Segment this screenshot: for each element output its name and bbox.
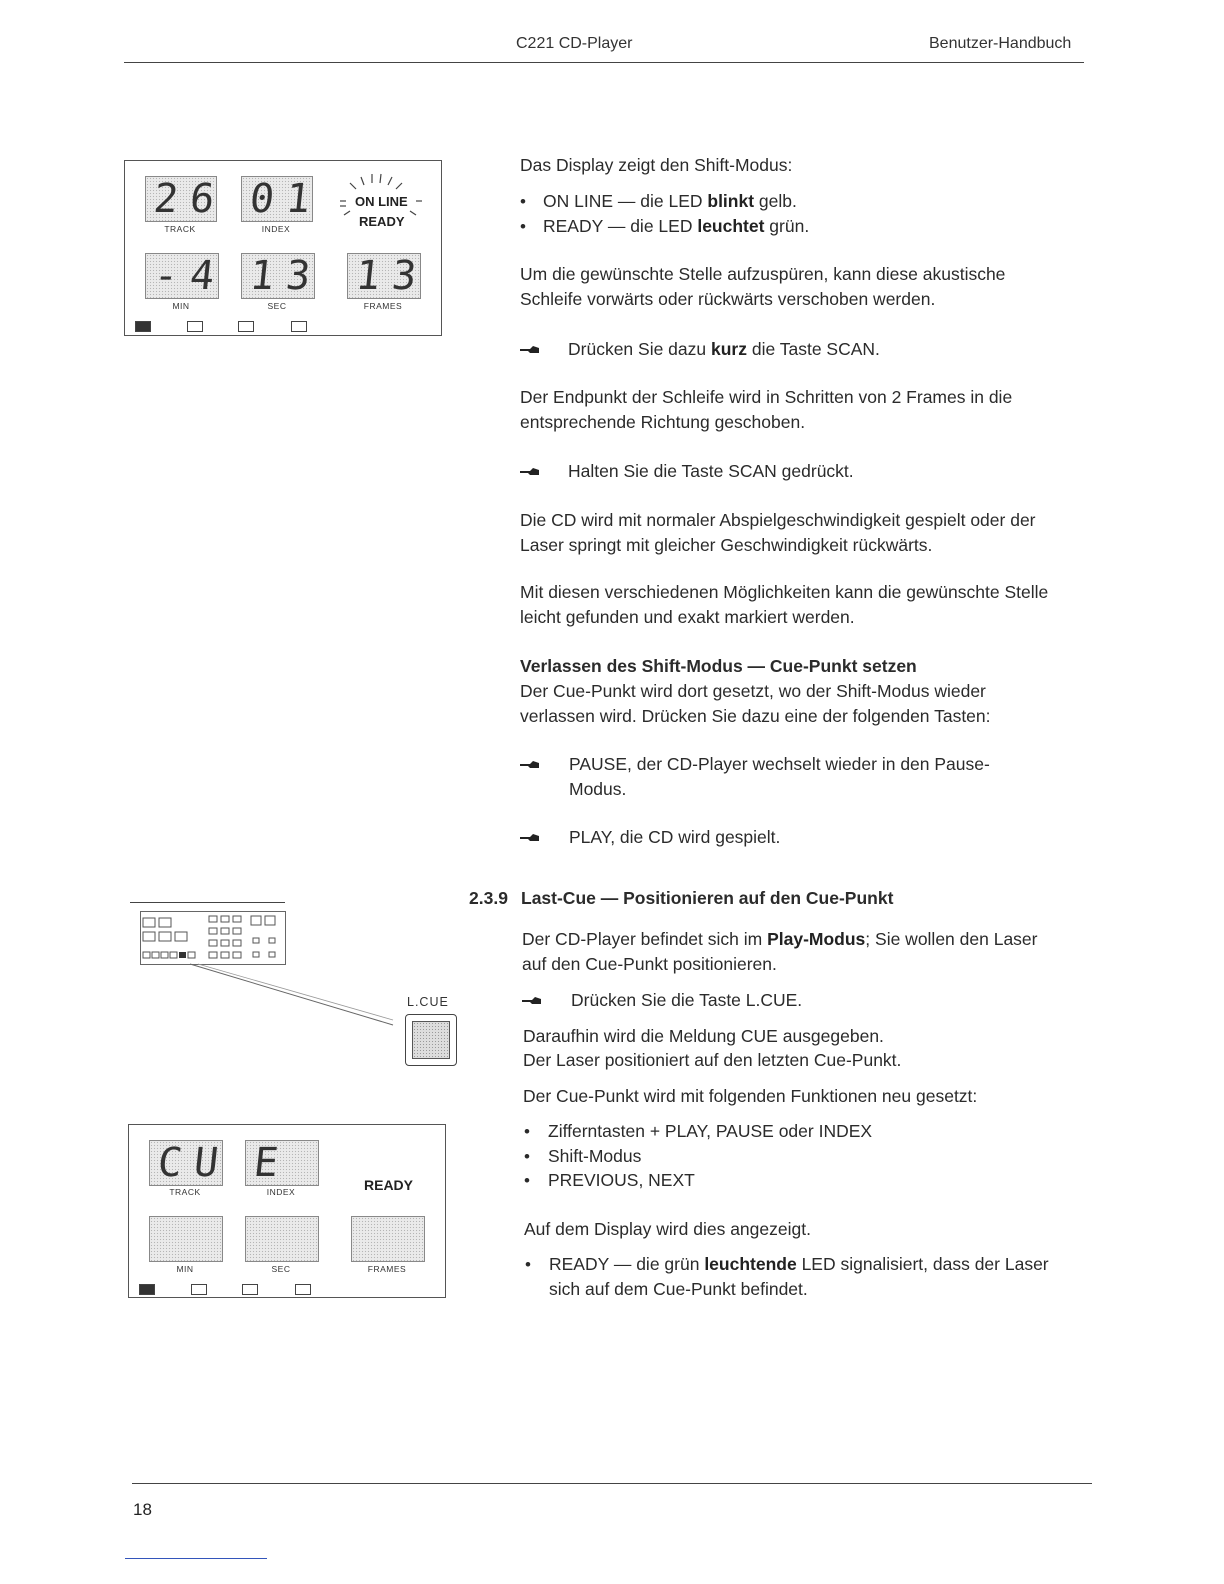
led-indicator	[139, 1284, 155, 1295]
index-label: INDEX	[261, 224, 291, 234]
footer-rule	[132, 1483, 1092, 1484]
paragraph: Um die gewünschte Stelle aufzuspüren, kann diese akustische Schleife vorwärts oder rückwärts verschoben werden.	[520, 264, 1006, 309]
led-indicator	[242, 1284, 258, 1295]
bullet-ready: READY — die LED leuchtet grün.	[543, 216, 810, 236]
bullet-dot: •	[520, 217, 526, 236]
display-shift-mode	[124, 160, 442, 336]
bullet-dot: •	[524, 1122, 530, 1141]
ready-indicator: READY	[364, 1177, 414, 1193]
frames-segment	[351, 1216, 425, 1262]
pointing-hand-icon	[522, 996, 542, 1006]
index-label: INDEX	[266, 1187, 296, 1197]
paragraph: Die CD wird mit normaler Abspielgeschwindigkeit gespielt oder der Laser springt mit gleicher Geschwindigkeit rückwärts.	[520, 510, 1036, 555]
paragraph: Auf dem Display wird dies angezeigt.	[524, 1219, 811, 1239]
lcue-button	[405, 1014, 457, 1066]
sec-label: SEC	[271, 1264, 291, 1274]
pointing-hand-icon	[520, 833, 540, 843]
lcue-label: L.CUE	[407, 995, 449, 1009]
frames-label: FRAMES	[367, 1264, 407, 1274]
pointing-hand-icon	[520, 345, 540, 355]
led-indicator	[191, 1284, 207, 1295]
bullet-item: Zifferntasten + PLAY, PAUSE oder INDEX	[548, 1121, 873, 1141]
instruction-step: Drücken Sie die Taste L.CUE.	[571, 990, 803, 1010]
min-segment	[145, 253, 229, 299]
track-segment	[145, 176, 229, 222]
pointing-hand-icon	[520, 760, 540, 770]
instruction-step: Halten Sie die Taste SCAN gedrückt.	[568, 461, 854, 481]
track-digits: 26	[151, 176, 229, 222]
bullet-dot: •	[524, 1147, 530, 1166]
instruction-step: PLAY, die CD wird gespielt.	[569, 827, 781, 847]
bullet-dot: •	[520, 192, 526, 211]
subheading: Verlassen des Shift-Modus — Cue-Punkt setzen	[520, 656, 917, 676]
led-indicator	[291, 321, 307, 332]
bullet-item: Shift-Modus	[548, 1146, 642, 1166]
led-indicator	[295, 1284, 311, 1295]
sec-segment	[241, 253, 325, 299]
sec-segment	[245, 1216, 319, 1262]
track-label: TRACK	[164, 224, 196, 234]
min-label: MIN	[172, 301, 190, 311]
header-rule	[124, 62, 1084, 63]
online-indicator: ON LINE	[355, 194, 408, 209]
paragraph-line: Daraufhin wird die Meldung CUE ausgegeben.	[523, 1026, 884, 1046]
instruction-step: PAUSE, der CD-Player wechselt wieder in den Pause-Modus.	[569, 754, 990, 799]
display-cue	[128, 1124, 446, 1298]
track-label: TRACK	[169, 1187, 201, 1197]
paragraph-line: Der Laser positioniert auf den letzten Cue-Punkt.	[523, 1050, 902, 1070]
paragraph: Der CD-Player befindet sich im Play-Modus; Sie wollen den Laser auf den Cue-Punkt positionieren.	[522, 929, 1038, 974]
index-digits: 01	[247, 176, 325, 222]
instruction-step: Drücken Sie dazu kurz die Taste SCAN.	[568, 339, 880, 359]
index-segment	[245, 1140, 319, 1186]
track-digits: CU	[155, 1140, 233, 1186]
paragraph: Der Cue-Punkt wird dort gesetzt, wo der Shift-Modus wieder verlassen wird. Drücken Sie dazu eine der folgenden Tasten:	[520, 681, 991, 726]
track-segment	[149, 1140, 233, 1186]
index-segment	[241, 176, 325, 222]
scan-edge-line	[125, 1558, 267, 1559]
pointing-hand-icon	[520, 467, 540, 477]
frames-digits: 13	[353, 253, 431, 299]
callout-lines	[190, 962, 400, 1032]
paragraph: Der Cue-Punkt wird mit folgenden Funktionen neu gesetzt:	[523, 1086, 978, 1106]
led-indicator	[187, 321, 203, 332]
ready-indicator: READY	[359, 214, 405, 229]
header-title: C221 CD-Player	[516, 35, 633, 52]
bullet-dot: •	[525, 1255, 531, 1274]
bullet-dot: •	[524, 1171, 530, 1190]
led-indicator	[238, 321, 254, 332]
intro-text: Das Display zeigt den Shift-Modus:	[520, 155, 793, 175]
bullet-online: ON LINE — die LED blinkt gelb.	[543, 191, 797, 211]
frames-segment	[347, 253, 431, 299]
led-indicator	[135, 321, 151, 332]
header-manual-title: Benutzer-Handbuch	[929, 35, 1072, 52]
bullet-item: PREVIOUS, NEXT	[548, 1170, 695, 1190]
page-number: 18	[133, 1500, 152, 1519]
figure-rule	[130, 902, 285, 903]
section-title: Last-Cue — Positionieren auf den Cue-Punkt	[521, 888, 894, 908]
min-label: MIN	[176, 1264, 194, 1274]
sec-digits: 13	[247, 253, 325, 299]
bullet-ready-led: READY — die grün leuchtende LED signalisiert, dass der Laser sich auf dem Cue-Punkt befindet.	[549, 1254, 1049, 1299]
paragraph: Der Endpunkt der Schleife wird in Schritten von 2 Frames in die entsprechende Richtung geschoben.	[520, 387, 1013, 432]
min-digits: -4	[151, 253, 229, 299]
control-panel-sketch	[140, 911, 286, 965]
min-segment	[149, 1216, 223, 1262]
paragraph: Mit diesen verschiedenen Möglichkeiten kann die gewünschte Stelle leicht gefunden und exakt markiert werden.	[520, 582, 1049, 627]
section-number: 2.3.9	[469, 888, 508, 908]
sec-label: SEC	[267, 301, 287, 311]
index-digits: E	[251, 1140, 293, 1186]
frames-label: FRAMES	[363, 301, 403, 311]
control-panel-keys	[141, 912, 285, 964]
